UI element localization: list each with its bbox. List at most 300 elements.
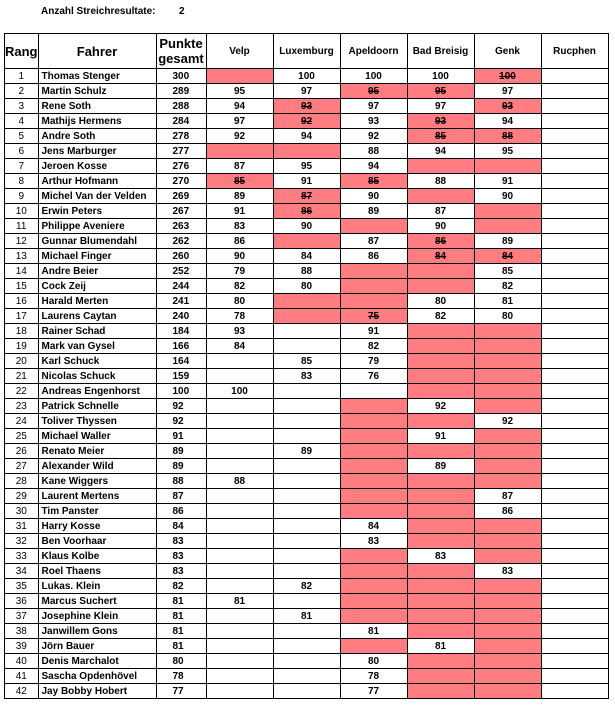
total-points-cell: 80 bbox=[156, 654, 206, 669]
dropped-result-cell bbox=[474, 204, 541, 219]
result-cell bbox=[206, 549, 273, 564]
result-value: 97 bbox=[434, 100, 447, 112]
result-value: 78 bbox=[233, 310, 246, 322]
result-cell bbox=[541, 189, 608, 204]
table-row bbox=[5, 684, 609, 699]
dropped-result-cell bbox=[407, 234, 474, 249]
result-value: 86 bbox=[434, 235, 447, 247]
dropped-result-cell bbox=[273, 309, 340, 324]
table-row bbox=[5, 189, 609, 204]
result-cell bbox=[206, 84, 273, 99]
result-value: 91 bbox=[501, 175, 514, 187]
result-value: 91 bbox=[233, 205, 246, 217]
dropped-result-cell bbox=[340, 579, 407, 594]
table-row bbox=[5, 399, 609, 414]
table-row bbox=[5, 249, 609, 264]
result-cell bbox=[474, 564, 541, 579]
driver-name-cell: Michel Van der Velden bbox=[38, 189, 156, 204]
dropped-result-cell bbox=[407, 264, 474, 279]
dropped-result-cell bbox=[407, 159, 474, 174]
dropped-result-cell bbox=[407, 444, 474, 459]
result-value: 76 bbox=[367, 370, 380, 382]
driver-name-cell: Michael Waller bbox=[38, 429, 156, 444]
result-cell bbox=[273, 519, 340, 534]
result-cell bbox=[541, 324, 608, 339]
result-value: 87 bbox=[501, 490, 514, 502]
driver-name-cell: Mark van Gysel bbox=[38, 339, 156, 354]
driver-name-cell: Thomas Stenger bbox=[38, 69, 156, 84]
table-row bbox=[5, 414, 609, 429]
table-row bbox=[5, 459, 609, 474]
table-row bbox=[5, 264, 609, 279]
rank-cell: 29 bbox=[5, 489, 39, 504]
driver-name-cell: Patrick Schnelle bbox=[38, 399, 156, 414]
result-value: 93 bbox=[367, 115, 380, 127]
dropped-result-cell bbox=[340, 459, 407, 474]
result-cell bbox=[407, 174, 474, 189]
table-row bbox=[5, 429, 609, 444]
result-value: 95 bbox=[434, 85, 447, 97]
result-value: 81 bbox=[434, 640, 447, 652]
rank-cell: 41 bbox=[5, 669, 39, 684]
result-cell bbox=[273, 624, 340, 639]
dropped-result-cell bbox=[340, 594, 407, 609]
total-points-cell: 84 bbox=[156, 519, 206, 534]
rank-cell: 37 bbox=[5, 609, 39, 624]
driver-name-cell: Arthur Hofmann bbox=[38, 174, 156, 189]
result-cell bbox=[474, 294, 541, 309]
result-value: 91 bbox=[434, 430, 447, 442]
result-value: 82 bbox=[501, 280, 514, 292]
result-cell bbox=[206, 384, 273, 399]
driver-name-cell: Toliver Thyssen bbox=[38, 414, 156, 429]
driver-name-cell: Nicolas Schuck bbox=[38, 369, 156, 384]
result-cell bbox=[273, 69, 340, 84]
total-points-cell: 81 bbox=[156, 594, 206, 609]
result-cell bbox=[407, 144, 474, 159]
driver-name-cell: Alexander Wild bbox=[38, 459, 156, 474]
rank-cell: 8 bbox=[5, 174, 39, 189]
result-cell bbox=[273, 84, 340, 99]
result-cell bbox=[541, 294, 608, 309]
driver-name-cell: Philippe Aveniere bbox=[38, 219, 156, 234]
table-row bbox=[5, 129, 609, 144]
result-value: 84 bbox=[367, 520, 380, 532]
dropped-result-cell bbox=[206, 69, 273, 84]
result-cell bbox=[541, 174, 608, 189]
result-cell bbox=[206, 189, 273, 204]
result-value: 100 bbox=[499, 70, 516, 82]
result-cell bbox=[541, 399, 608, 414]
result-cell bbox=[541, 444, 608, 459]
dropped-result-cell bbox=[407, 339, 474, 354]
result-cell bbox=[474, 504, 541, 519]
table-row bbox=[5, 579, 609, 594]
result-cell bbox=[541, 219, 608, 234]
result-cell bbox=[273, 249, 340, 264]
result-value: 93 bbox=[501, 100, 514, 112]
dropped-result-cell bbox=[340, 564, 407, 579]
rank-cell: 7 bbox=[5, 159, 39, 174]
rank-cell: 20 bbox=[5, 354, 39, 369]
result-cell bbox=[273, 399, 340, 414]
dropped-result-cell bbox=[273, 114, 340, 129]
result-cell bbox=[474, 309, 541, 324]
result-cell bbox=[541, 654, 608, 669]
total-points-cell: 277 bbox=[156, 144, 206, 159]
result-cell bbox=[541, 144, 608, 159]
result-value: 100 bbox=[365, 70, 382, 82]
result-value: 88 bbox=[300, 265, 313, 277]
result-cell bbox=[206, 249, 273, 264]
result-value: 100 bbox=[432, 70, 449, 82]
result-cell bbox=[407, 549, 474, 564]
table-row bbox=[5, 639, 609, 654]
table-row bbox=[5, 84, 609, 99]
dropped-result-cell bbox=[407, 354, 474, 369]
result-value: 90 bbox=[233, 250, 246, 262]
driver-name-cell: Erwin Peters bbox=[38, 204, 156, 219]
result-value: 87 bbox=[233, 160, 246, 172]
result-cell bbox=[273, 459, 340, 474]
table-row bbox=[5, 594, 609, 609]
result-value: 90 bbox=[434, 220, 447, 232]
table-row bbox=[5, 504, 609, 519]
result-cell bbox=[206, 99, 273, 114]
dropped-result-cell bbox=[407, 654, 474, 669]
result-value: 85 bbox=[233, 175, 246, 187]
result-value: 100 bbox=[231, 385, 248, 397]
result-cell bbox=[474, 414, 541, 429]
col-header-event: Bad Breisig bbox=[407, 34, 474, 69]
table-row bbox=[5, 609, 609, 624]
dropped-result-cell bbox=[474, 159, 541, 174]
result-cell bbox=[340, 204, 407, 219]
rank-cell: 3 bbox=[5, 99, 39, 114]
result-cell bbox=[474, 489, 541, 504]
driver-name-cell: Ben Voorhaar bbox=[38, 534, 156, 549]
result-value: 86 bbox=[300, 205, 313, 217]
result-cell bbox=[206, 369, 273, 384]
result-cell bbox=[273, 414, 340, 429]
driver-name-cell: Sascha Opdenhövel bbox=[38, 669, 156, 684]
result-cell bbox=[541, 684, 608, 699]
dropped-result-cell bbox=[340, 504, 407, 519]
result-value: 88 bbox=[434, 175, 447, 187]
dropped-result-cell bbox=[340, 414, 407, 429]
result-cell bbox=[541, 504, 608, 519]
result-cell bbox=[206, 204, 273, 219]
result-cell bbox=[474, 174, 541, 189]
driver-name-cell: Laurens Caytan bbox=[38, 309, 156, 324]
dropped-result-cell bbox=[407, 609, 474, 624]
result-cell bbox=[206, 594, 273, 609]
rank-cell: 16 bbox=[5, 294, 39, 309]
result-cell bbox=[474, 114, 541, 129]
result-cell bbox=[541, 114, 608, 129]
result-value: 87 bbox=[300, 190, 313, 202]
result-cell bbox=[206, 654, 273, 669]
result-value: 86 bbox=[501, 505, 514, 517]
result-cell bbox=[273, 279, 340, 294]
result-value: 84 bbox=[300, 250, 313, 262]
total-points-cell: 91 bbox=[156, 429, 206, 444]
result-value: 94 bbox=[300, 130, 313, 142]
result-cell bbox=[407, 219, 474, 234]
result-value: 90 bbox=[300, 220, 313, 232]
result-cell bbox=[273, 669, 340, 684]
driver-name-cell: Lukas. Klein bbox=[38, 579, 156, 594]
rank-cell: 4 bbox=[5, 114, 39, 129]
dropped-result-cell bbox=[474, 534, 541, 549]
result-cell bbox=[273, 384, 340, 399]
total-points-cell: 83 bbox=[156, 534, 206, 549]
result-cell bbox=[273, 654, 340, 669]
dropped-result-cell bbox=[474, 444, 541, 459]
result-cell bbox=[273, 159, 340, 174]
result-cell bbox=[474, 264, 541, 279]
dropped-result-cell bbox=[474, 594, 541, 609]
table-row bbox=[5, 324, 609, 339]
dropped-result-cell bbox=[407, 129, 474, 144]
driver-name-cell: Andreas Engenhorst bbox=[38, 384, 156, 399]
result-value: 90 bbox=[501, 190, 514, 202]
rank-cell: 33 bbox=[5, 549, 39, 564]
result-cell bbox=[541, 84, 608, 99]
result-cell bbox=[541, 639, 608, 654]
dropped-result-cell bbox=[474, 459, 541, 474]
result-cell bbox=[541, 534, 608, 549]
result-value: 81 bbox=[300, 610, 313, 622]
result-cell bbox=[541, 609, 608, 624]
col-header-points: Punkte gesamt bbox=[156, 34, 206, 69]
dropped-result-cell bbox=[474, 399, 541, 414]
result-cell bbox=[273, 534, 340, 549]
total-points-cell: 269 bbox=[156, 189, 206, 204]
result-value: 88 bbox=[501, 130, 514, 142]
total-points-cell: 270 bbox=[156, 174, 206, 189]
result-value: 92 bbox=[233, 130, 246, 142]
result-cell bbox=[340, 354, 407, 369]
result-cell bbox=[541, 369, 608, 384]
result-cell bbox=[541, 339, 608, 354]
rank-cell: 31 bbox=[5, 519, 39, 534]
result-cell bbox=[407, 459, 474, 474]
rank-cell: 30 bbox=[5, 504, 39, 519]
driver-name-cell: Gunnar Blumendahl bbox=[38, 234, 156, 249]
result-cell bbox=[407, 294, 474, 309]
result-cell bbox=[474, 189, 541, 204]
result-value: 88 bbox=[233, 475, 246, 487]
result-cell bbox=[474, 234, 541, 249]
result-cell bbox=[273, 339, 340, 354]
driver-name-cell: Jörn Bauer bbox=[38, 639, 156, 654]
result-cell bbox=[206, 234, 273, 249]
result-cell bbox=[340, 69, 407, 84]
result-cell bbox=[206, 564, 273, 579]
table-row bbox=[5, 69, 609, 84]
result-cell bbox=[541, 354, 608, 369]
dropped-result-cell bbox=[407, 189, 474, 204]
total-points-cell: 82 bbox=[156, 579, 206, 594]
dropped-result-cell bbox=[206, 144, 273, 159]
col-header-event: Luxemburg bbox=[273, 34, 340, 69]
result-cell bbox=[206, 114, 273, 129]
result-cell bbox=[541, 69, 608, 84]
driver-name-cell: Harald Merten bbox=[38, 294, 156, 309]
dropped-result-cell bbox=[407, 114, 474, 129]
dropped-result-cell bbox=[407, 594, 474, 609]
result-value: 80 bbox=[501, 310, 514, 322]
table-row bbox=[5, 309, 609, 324]
result-cell bbox=[273, 474, 340, 489]
result-cell bbox=[273, 174, 340, 189]
result-cell bbox=[206, 264, 273, 279]
total-points-cell: 92 bbox=[156, 399, 206, 414]
table-row bbox=[5, 99, 609, 114]
result-cell bbox=[340, 324, 407, 339]
result-value: 92 bbox=[300, 115, 313, 127]
dropped-result-cell bbox=[474, 129, 541, 144]
result-cell bbox=[273, 489, 340, 504]
dropped-result-cell bbox=[474, 549, 541, 564]
result-cell bbox=[206, 684, 273, 699]
table-row bbox=[5, 114, 609, 129]
result-value: 80 bbox=[300, 280, 313, 292]
result-value: 97 bbox=[300, 85, 313, 97]
table-row bbox=[5, 519, 609, 534]
result-cell bbox=[206, 579, 273, 594]
total-points-cell: 260 bbox=[156, 249, 206, 264]
dropped-result-cell bbox=[340, 429, 407, 444]
result-cell bbox=[541, 429, 608, 444]
dropped-result-cell bbox=[474, 429, 541, 444]
driver-name-cell: Josephine Klein bbox=[38, 609, 156, 624]
total-points-cell: 100 bbox=[156, 384, 206, 399]
total-points-cell: 89 bbox=[156, 444, 206, 459]
rank-cell: 23 bbox=[5, 399, 39, 414]
result-cell bbox=[340, 684, 407, 699]
total-points-cell: 83 bbox=[156, 549, 206, 564]
rank-cell: 32 bbox=[5, 534, 39, 549]
col-header-event: Apeldoorn bbox=[340, 34, 407, 69]
result-cell bbox=[206, 504, 273, 519]
result-cell bbox=[273, 684, 340, 699]
result-value: 88 bbox=[367, 145, 380, 157]
result-cell bbox=[340, 534, 407, 549]
result-value: 83 bbox=[367, 535, 380, 547]
table-row bbox=[5, 144, 609, 159]
total-points-cell: 81 bbox=[156, 639, 206, 654]
driver-name-cell: Kane Wiggers bbox=[38, 474, 156, 489]
result-cell bbox=[206, 474, 273, 489]
table-row bbox=[5, 489, 609, 504]
driver-name-cell: Mathijs Hermens bbox=[38, 114, 156, 129]
table-row bbox=[5, 219, 609, 234]
result-value: 82 bbox=[300, 580, 313, 592]
result-value: 87 bbox=[434, 205, 447, 217]
driver-name-cell: Martin Schulz bbox=[38, 84, 156, 99]
rank-cell: 18 bbox=[5, 324, 39, 339]
dropped-result-cell bbox=[273, 294, 340, 309]
result-cell bbox=[206, 414, 273, 429]
result-value: 100 bbox=[298, 70, 315, 82]
total-points-cell: 284 bbox=[156, 114, 206, 129]
total-points-cell: 89 bbox=[156, 459, 206, 474]
total-points-cell: 276 bbox=[156, 159, 206, 174]
dropped-result-cell bbox=[340, 294, 407, 309]
total-points-cell: 267 bbox=[156, 204, 206, 219]
result-cell bbox=[206, 279, 273, 294]
result-cell bbox=[206, 399, 273, 414]
result-cell bbox=[340, 519, 407, 534]
rank-cell: 42 bbox=[5, 684, 39, 699]
rank-cell: 12 bbox=[5, 234, 39, 249]
dropped-result-cell bbox=[474, 369, 541, 384]
result-value: 95 bbox=[501, 145, 514, 157]
result-cell bbox=[541, 249, 608, 264]
table-row bbox=[5, 654, 609, 669]
dropped-result-cell bbox=[407, 369, 474, 384]
result-cell bbox=[541, 474, 608, 489]
dropped-result-cell bbox=[407, 624, 474, 639]
result-value: 80 bbox=[367, 655, 380, 667]
rank-cell: 25 bbox=[5, 429, 39, 444]
driver-name-cell: Denis Marchalot bbox=[38, 654, 156, 669]
driver-name-cell: Andre Beier bbox=[38, 264, 156, 279]
total-points-cell: 289 bbox=[156, 84, 206, 99]
dropped-result-cell bbox=[474, 639, 541, 654]
result-value: 81 bbox=[367, 625, 380, 637]
result-value: 92 bbox=[367, 130, 380, 142]
result-value: 84 bbox=[434, 250, 447, 262]
dropped-result-cell bbox=[273, 204, 340, 219]
result-value: 79 bbox=[367, 355, 380, 367]
result-cell bbox=[407, 99, 474, 114]
result-cell bbox=[541, 594, 608, 609]
table-row bbox=[5, 669, 609, 684]
result-value: 87 bbox=[367, 235, 380, 247]
rank-cell: 15 bbox=[5, 279, 39, 294]
dropped-result-cell bbox=[340, 639, 407, 654]
dropped-result-cell bbox=[407, 564, 474, 579]
dropped-result-cell bbox=[340, 474, 407, 489]
result-value: 79 bbox=[233, 265, 246, 277]
total-points-cell: 78 bbox=[156, 669, 206, 684]
driver-name-cell: Jeroen Kosse bbox=[38, 159, 156, 174]
result-value: 84 bbox=[501, 250, 514, 262]
result-value: 81 bbox=[233, 595, 246, 607]
result-cell bbox=[273, 219, 340, 234]
dropped-result-cell bbox=[340, 309, 407, 324]
total-points-cell: 88 bbox=[156, 474, 206, 489]
table-row bbox=[5, 159, 609, 174]
rank-cell: 40 bbox=[5, 654, 39, 669]
result-value: 77 bbox=[367, 685, 380, 697]
result-cell bbox=[206, 429, 273, 444]
dropped-result-cell bbox=[407, 489, 474, 504]
result-cell bbox=[340, 114, 407, 129]
rank-cell: 21 bbox=[5, 369, 39, 384]
result-value: 97 bbox=[501, 85, 514, 97]
result-value: 95 bbox=[367, 85, 380, 97]
driver-name-cell: Renato Meier bbox=[38, 444, 156, 459]
table-row bbox=[5, 384, 609, 399]
result-value: 85 bbox=[501, 265, 514, 277]
dropped-result-cell bbox=[474, 579, 541, 594]
result-cell bbox=[541, 384, 608, 399]
dropped-result-cell bbox=[474, 324, 541, 339]
